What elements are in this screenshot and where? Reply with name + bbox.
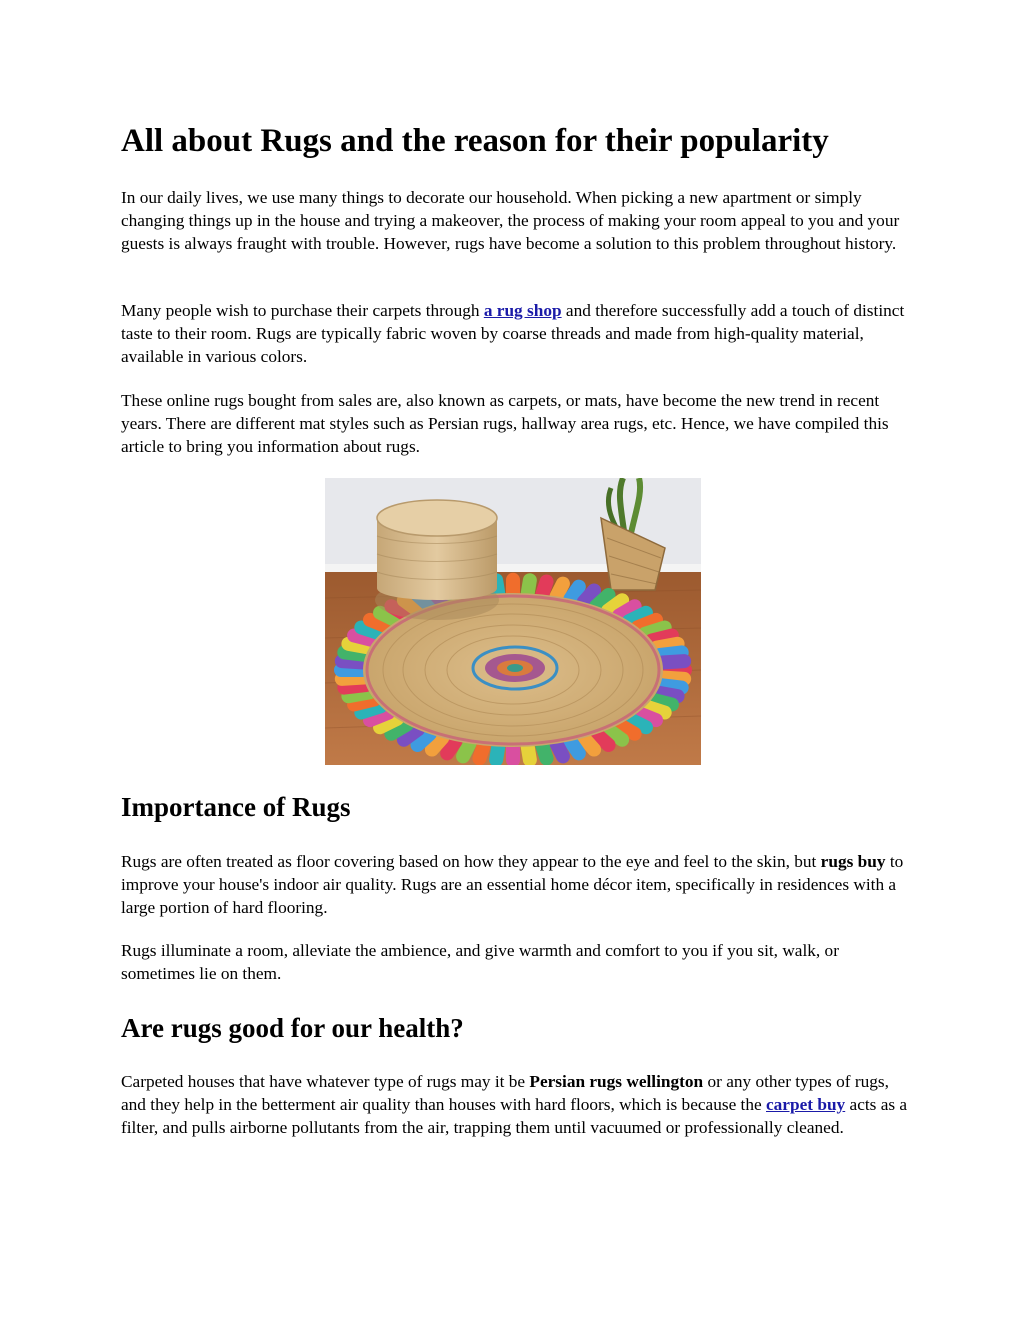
page-title: All about Rugs and the reason for their popularity xyxy=(121,123,829,159)
health-heading: Are rugs good for our health? xyxy=(121,1013,464,1043)
importance-text-after: to improve your house's indoor air quality. Rugs are an essential home décor item, specifically in residences with a large portion of hard flooring. xyxy=(121,852,904,917)
comfort-paragraph: Rugs illuminate a room, alleviate the ambience, and give warmth and comfort to you if you sit, walk, or sometimes lie on them. xyxy=(121,941,839,983)
intro-paragraph: In our daily lives, we use many things to decorate our household. When picking a new apartment or simply changing things up in the house and trying a makeover, the process of making your room appeal to you and your guests is always fraught with trouble. However, rugs have become a solution to this problem throughout history. xyxy=(121,188,900,253)
health-text-before: Carpeted houses that have whatever type of rugs may it be xyxy=(121,1072,530,1091)
importance-heading: Importance of Rugs xyxy=(121,792,351,822)
importance-text-before: Rugs are often treated as floor covering based on how they appear to the eye and feel to the skin, but xyxy=(121,852,821,871)
carpet-buy-link[interactable]: carpet buy xyxy=(766,1095,846,1114)
rug-shop-text-after: and therefore successfully add a touch of distinct taste to their room. Rugs are typically fabric woven by coarse threads and made from high-quality material, available in various colors. xyxy=(121,301,905,366)
importance-paragraph xyxy=(121,850,911,919)
round-jute-tassel-rug-photo xyxy=(325,478,701,765)
health-text-after: acts as a filter, and pulls airborne pollutants from the air, trapping them until vacuumed or professionally cleaned. xyxy=(121,1095,908,1137)
health-text-middle: or any other types of rugs, and they help in the betterment air quality than houses with hard floors, which is because the xyxy=(121,1072,889,1114)
trend-paragraph: These online rugs bought from sales are, also known as carpets, or mats, have become the new trend in recent years. There are different mat styles such as Persian rugs, hallway area rugs, etc. Hence, we have compiled this article to bring you information about rugs. xyxy=(121,391,889,456)
rug-shop-paragraph xyxy=(121,299,911,368)
health-paragraph xyxy=(121,1070,911,1139)
rug-shop-link[interactable]: a rug shop xyxy=(483,301,562,320)
rug-shop-text-before: Many people wish to purchase their carpets through xyxy=(121,301,484,320)
persian-rugs-bold: Persian rugs wellington xyxy=(529,1072,704,1091)
rugs-buy-bold: rugs buy xyxy=(820,852,886,871)
